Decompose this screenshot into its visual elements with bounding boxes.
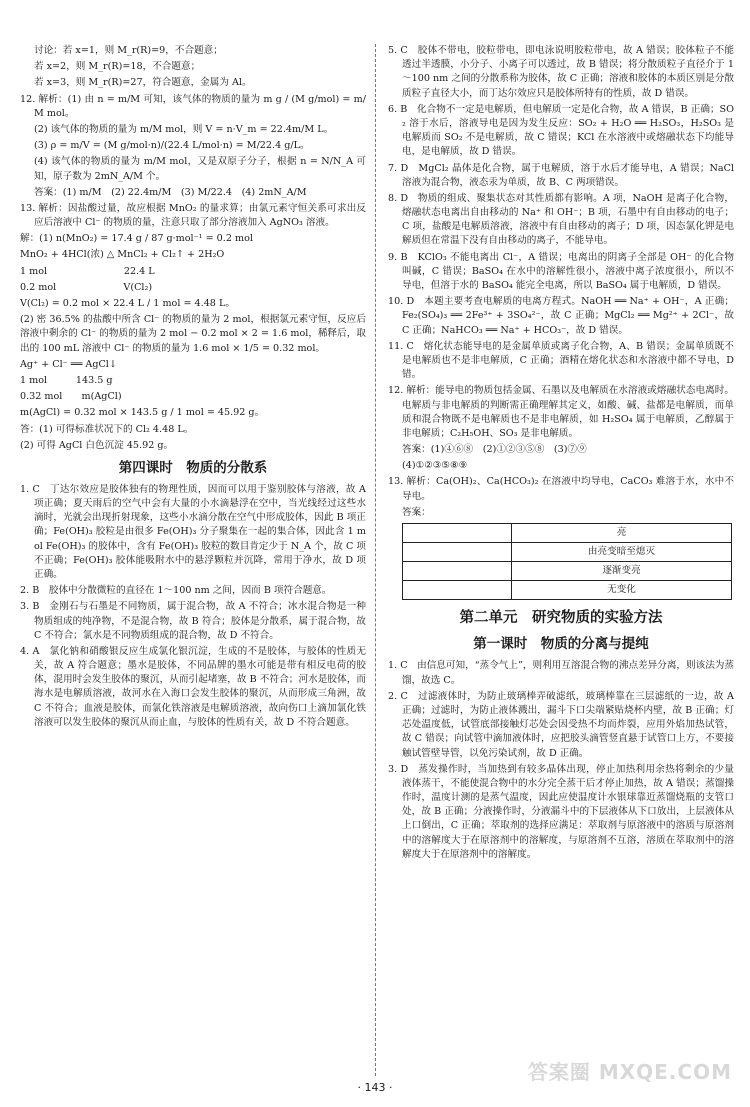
column-divider [375, 44, 376, 1076]
discussion-line-2: 若 x=2，则 M_r(R)=18，不合题意； [34, 61, 201, 73]
section-title-dispersion: 第四课时 物质的分散系 [118, 459, 268, 476]
table-row [403, 524, 732, 543]
table-cell-blank [403, 562, 512, 581]
table-cell: 由亮变暗至熄灭 [512, 543, 732, 562]
table-cell-blank [403, 543, 512, 562]
q13-volume-result: V(Cl₂) = 0.2 mol × 22.4 L / 1 mol = 4.48 L。 [20, 298, 235, 309]
q12-analysis-4: (4) 该气体的物质的量为 m/M mol，又是双原子分子，根据 n = N/N_A 可知，原子数为 2mN_A/M 个。 [34, 156, 366, 182]
discussion-line-1: 讨论：若 x=1，则 M_r(R)=9，不合题意； [34, 45, 223, 56]
dispersion-q3: 3. B 金刚石与石墨是不同物质，属于混合物，故 A 不符合；冰水混合物是一种物质组成的纯净物，不是混合物，故 B 符合；胶体是分散系，属于混合物，故 C 不符合；氯水是不同物质组成的混合物，故 D 不符合。 [20, 601, 366, 641]
table-cell-blank [403, 524, 512, 543]
unit-title: 第二单元 研究物质的实验方法 [459, 610, 663, 626]
q13-equation-1: MnO₂ + 4HCl(浓) △ MnCl₂ + Cl₂↑ + 2H₂O [20, 249, 225, 261]
q12-analysis-3: (3) ρ = m/V = (M g/mol·n)/(22.4 L/mol·n) = M/22.4 g/L。 [34, 140, 310, 152]
q13-equation-2: Ag⁺ + Cl⁻ ══ AgCl↓ [20, 358, 117, 370]
q12-answer-line-2: (4)①②③⑤⑧⑨ [402, 460, 468, 472]
electrolyte-q10: 10. D 本题主要考查电解质的电离方程式。NaOH ══ Na⁺ + OH⁻，A 正确；Fe₂(SO₄)₃ ══ 2Fe³⁺ + 3SO₄²⁻，故 C 正确；MgCl₂ ══ Mg²⁺ + 2Cl⁻，故 C 正确；NaHCO₃ ══ Na⁺ + HCO₃⁻，故 D 错误。 [388, 296, 734, 336]
separation-q1: 1. C 由信息可知，“蒸令气上”，则利用互溶混合物的沸点差异分离，则该法为蒸馏，故选 C。 [388, 660, 734, 686]
table-cell: 逐渐变亮 [512, 562, 732, 581]
q13-solution-block [20, 232, 366, 453]
table-row [403, 562, 732, 581]
table-cell-blank [403, 581, 512, 600]
q13-answer-1: 答：(1) 可得标准状况下的 Cl₂ 4.48 L。 [20, 423, 194, 435]
lesson-title: 第一课时 物质的分离与提纯 [473, 636, 649, 653]
q13-ratio-3: 1 mol 143.5 g [20, 374, 113, 386]
electrolyte-q6: 6. B 化合物不一定是电解质，但电解质一定是化合物，故 A 错误，B 正确；SO₂ 溶于水后，溶液导电是因为发生反应：SO₂ + H₂O ══ H₂SO₃，H₂SO₃ 是电解质而 SO₂ 不是电解质，故 C 错误；KCl 在水溶液中或熔融状态下均能导电，是电解质，故 D 错误。 [388, 103, 734, 158]
electrolyte-q12: 12. 解析：能导电的物质包括金属、石墨以及电解质在水溶液或熔融状态电离时。电解质与非电解质的判断需正确理解其定义，如酸、碱、盐都是电解质，而单质和混合物既不是电解质也不是非电解质，如 H₂SO₄ 属于电解质，乙醇属于非电解质；C₂H₅OH、SO₃ 是非电解质。 [388, 385, 734, 439]
table-cell: 亮 [512, 524, 732, 543]
electrolyte-q8: 8. D 物质的组成、聚集状态对其性质都有影响。A 项，NaOH 是离子化合物，熔融状态电离出自由移动的 Na⁺ 和 OH⁻；B 项，石墨中有自由移动的电子；C 项，盐酸是电解质溶液，溶液中有自由移动的离子；D 项，因态氯化钾是电解质但在常温下没有自由移动的离子，不能导电。 [388, 192, 734, 247]
electrolyte-q11: 11. C 熔化状态能导电的是金属单质或离子化合物，A、B 错误；金属单质既不是电解质也不是非电解质，C 正确；酒精在熔化状态和水溶液中都不导电，D 错。 [388, 340, 734, 381]
discussion-line-3: 若 x=3，则 M_r(R)=27，符合题意，金属为 Al。 [34, 77, 252, 89]
q13-ratio-2: 0.2 mol V(Cl₂) [20, 281, 153, 293]
q12-answer-line-1: 答案：(1)④⑥⑧ (2)①②③⑤⑧ (3)⑦⑨ [402, 444, 587, 456]
q13-ratio-1: 1 mol 22.4 L [20, 265, 155, 277]
watermark-logo: 答案圈 MXQE.COM [527, 1060, 732, 1084]
q12-analysis-1: 12. 解析：(1) 由 n = m/M 可知，该气体的物质的量为 m g / (M g/mol) = m/M mol。 [20, 93, 366, 119]
electrolyte-q13: 13. 解析：Ca(OH)₂、Ca(HCO₃)₂ 在溶液中均导电，CaCO₃ 难溶于水，水中不导电。 [388, 476, 734, 502]
q12-analysis-2: (2) 该气体的物质的量为 m/M mol，则 V = n·V_m = 22.4m/M L。 [34, 123, 334, 135]
dispersion-q1: 1. C 丁达尔效应是胶体独有的物理性质，因而可以用于鉴别胶体与溶液，故 A 项正确；夏天雨后的空气中会有大量的小水滴悬浮在空中，当光线经过这些水滴时，光就会出现折射现象，这些小水滴分散在空气中形成胶体，因此 B 项正确；Fe(OH)₃ 胶粒是由很多 Fe(OH)₃ 分子聚集在一起的集合体，因此含 1 mol Fe(OH)₃ 的胶体中，含有 Fe(OH)₃ 胶粒的数目肯定少于 N_A 个，故 C 项不正确；Fe(OH)₃ 胶体能吸附水中的悬浮颗粒并沉降，常用于净水，故 D 项正确。 [20, 483, 366, 580]
table-row [403, 581, 732, 600]
page-number: · 143 · [357, 1081, 393, 1094]
dispersion-q4: 4. A 氯化钠和硝酸银反应生成氯化银沉淀，生成的不是胶体，与胶体的性质无关，故 A 符合题意；墨水是胶体，不同品牌的墨水可能是带有相反电荷的胶体，混用时会发生胶体的聚沉，从而引起堵塞，故 B 不符合；河水是胶体，而海水是电解质溶液，故河水在入海口会发生胶体的聚沉，从而形成三角洲，故 C 不符合；血液是胶体，而氯化铁溶液是电解质溶液，故向伤口上滴加氯化铁溶液可以发生胶体的聚沉从而止血，与胶体的性质有关，故 D 不符合题意。 [20, 645, 366, 728]
left-column [20, 44, 366, 732]
q13-analysis: 13. 解析：因盐酸过量，故应根据 MnO₂ 的量求算；由氯元素守恒关系可求出反应后溶液中 Cl⁻ 的物质的量，注意只取了部分溶液加入 AgNO₃ 溶液。 [20, 202, 366, 229]
table-cell: 无变化 [512, 581, 732, 600]
q13-mass-result: m(AgCl) = 0.32 mol × 143.5 g / 1 mol = 45.92 g。 [20, 407, 265, 419]
separation-q2: 2. C 过滤液体时，为防止玻璃棒弄破滤纸，玻璃棒靠在三层滤纸的一边，故 A 正确；过滤时，为防止液体溅出，漏斗下口尖端紧贴烧杯内壁，故 B 正确；灯芯处温度低，试管底部接触灯芯处会因受热不均而炸裂，应用外焰加热试管，故 C 错误；向试管中滴加液体时，应把胶头滴管竖直悬于试管口上方，不要接触试管壁导管，以免污染试剂，故 D 正确。 [388, 690, 734, 759]
answer-table [402, 523, 732, 600]
separation-q3: 3. D 蒸发操作时，当加热到有较多晶体出现，停止加热利用余热将剩余的少量液体蒸干，不能使混合物中的水分完全蒸干后才停止加热，故 A 错误；蒸馏操作时，温度计测的是蒸气温度，因此应使温度计水银球靠近蒸馏烧瓶的支管口处，故 B 正确；分液操作时，分液漏斗中的下层液体从下口放出，上层液体从上口倒出，C 正确；萃取剂的选择应满足：萃取剂与原溶液中的溶质与原溶剂中的溶解度大于在原溶剂中的溶解度，与原溶剂不互溶，溶质在萃取剂中的溶解度大于在原溶剂中的溶解度。 [388, 763, 734, 860]
q12-answer: 答案：(1) m/M (2) 22.4m/M (3) M/22.4 (4) 2mN_A/M [34, 186, 307, 198]
right-column [388, 44, 734, 864]
electrolyte-q9: 9. B KClO₃ 不能电离出 Cl⁻，A 错误；电离出的阴离子全部是 OH⁻ 的化合物叫碱，C 错误；BaSO₄ 在水中的溶解性很小，溶液中离子浓度很小，所以不导电，但溶于水的 BaSO₄ 能完全电离，所以 BaSO₄ 属于电解质，D 错误。 [388, 251, 734, 291]
dispersion-q2: 2. B 胶体中分散微粒的直径在 1～100 nm 之间，因而 B 项符合题意。 [20, 585, 332, 597]
q13-solution-2: (2) 密 36.5% 的盐酸中所含 Cl⁻ 的物质的量为 2 mol，根据氯元素守恒，反应后溶液中剩余的 Cl⁻ 的物质的量为 2 mol − 0.2 mol × 2 = 1.6 mol，稀释后，取出的 100 mL 溶液中 Cl⁻ 的物质的量为 1.6 mol × 1/5 = 0.32 mol。 [20, 314, 366, 354]
q13-solution-1: 解：(1) n(MnO₂) = 17.4 g / 87 g·mol⁻¹ = 0.2 mol [20, 233, 253, 245]
table-row [403, 543, 732, 562]
electrolyte-q7: 7. D MgCl₂ 晶体是化合物，属于电解质，溶于水后才能导电，A 错误；NaCl 溶液为混合物，液态汞为单质，故 B、C 两项错误。 [388, 162, 734, 188]
q13-answer-label: 答案： [402, 506, 431, 518]
dispersion-q5: 5. C 胶体不带电，胶粒带电，即电泳说明胶粒带电，故 A 错误；胶体粒子不能透过半透膜，小分子、小离子可以透过，故 B 错误；将分散质粒子直径介于 1～100 nm 之间的分散系称为胶体，故 C 正确；溶液和胶体的本质区别是分散质粒子直径大小，而丁达尔效应只是胶体所特有的性质，故 D 错误。 [388, 45, 734, 99]
q13-answer-2: (2) 可得 AgCl 白色沉淀 45.92 g。 [20, 439, 174, 451]
q13-ratio-4: 0.32 mol m(AgCl) [20, 391, 122, 403]
